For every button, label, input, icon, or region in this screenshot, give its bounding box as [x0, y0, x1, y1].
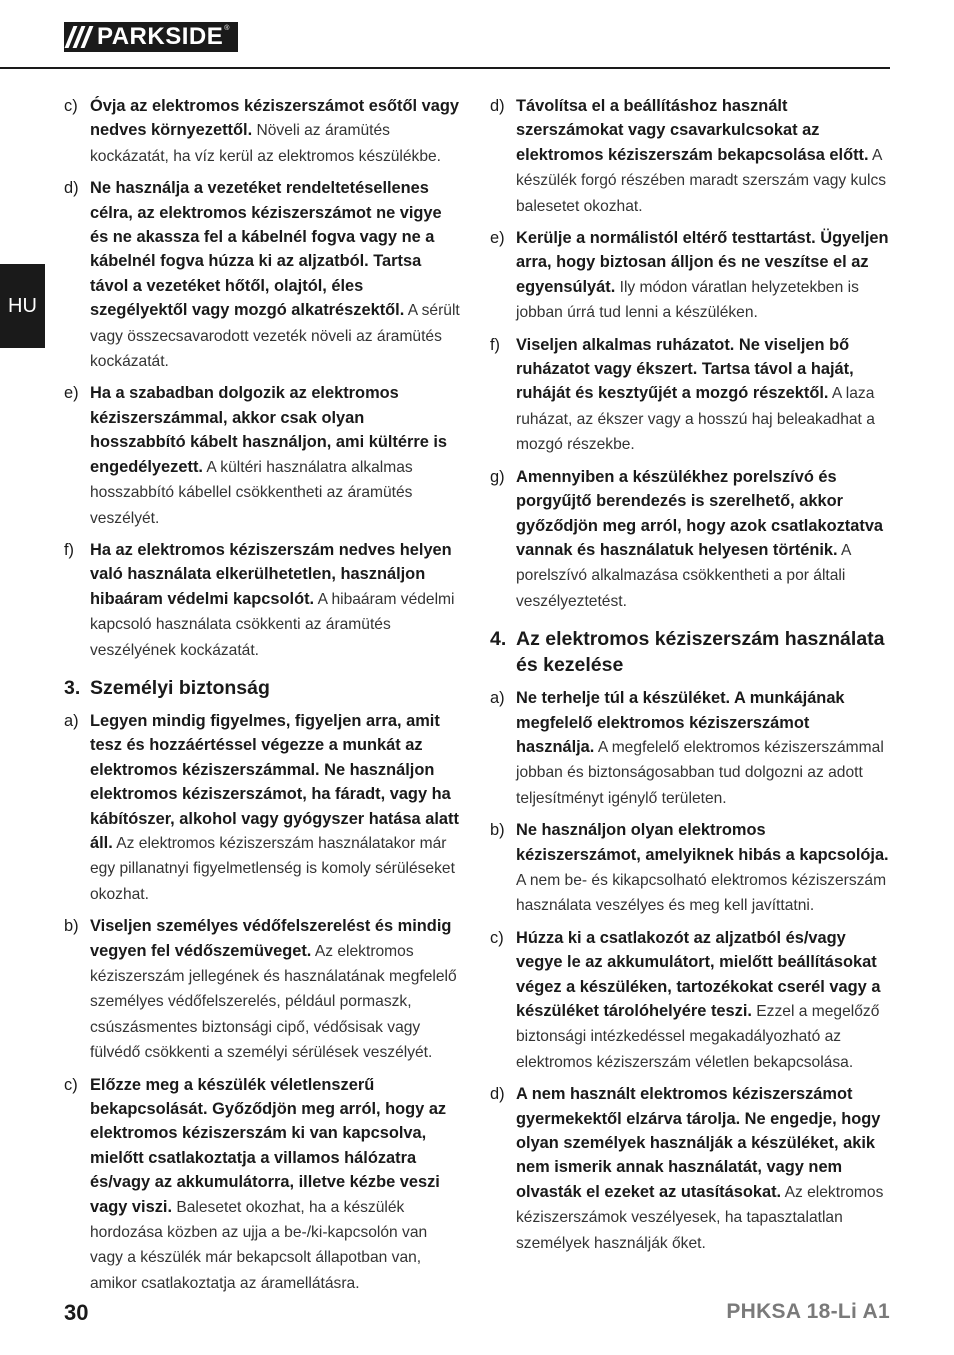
item-normal-text: Balesetet okozhat, ha a készülék hordozása közben az ujja a be-/ki-kapcsolón van vagy a készülék már bekapcsolt állapotban van, amikor csatlakoztatja az áramellátásra.: [90, 1198, 428, 1292]
language-tab: HU: [0, 264, 45, 348]
item-bold-text: Ne használjon olyan elektromos kéziszerszámot, amelyiknek hibás a kapcsolója.: [516, 821, 889, 864]
item-normal-text: Az elektromos kéziszerszám jellegének és használatának megfelelő személyes védőfelszerelés, például pormaszk, csúszásmentes biztonsági cipő, védősisak vagy fülvédő csökkenti a személyi sérülések veszélyét.: [90, 942, 457, 1062]
list-item: [490, 465, 890, 614]
item-bold-text: Ne használja a vezetéket rendeltetésellenes célra, az elektromos kéziszerszámot ne vigye és ne akassza fel a kábelnél fogva vagy ne a kábelnél fogva húzza ki az aljzatból. Tartsa távol a vezetéket hőtől, olajtól, éles szegélyektől vagy mozgó alkatrészektől.: [90, 179, 442, 320]
item-label: d): [490, 1085, 505, 1104]
list-item: [64, 176, 464, 374]
item-normal-text: Az elektromos kéziszerszámok veszélyesek, ha tapasztalatlan személyek használják őket.: [516, 1183, 884, 1252]
item-text: [90, 176, 464, 374]
item-bold-text: Ha a szabadban dolgozik az elektromos kéziszerszámmal, akkor csak olyan hosszabbító kábelt használjon, ami kültérre is engedélyezett.: [90, 384, 448, 476]
item-text: [90, 538, 464, 663]
item-normal-text: Növeli az áramütés kockázatát, ha víz kerül az elektromos készülékbe.: [90, 122, 442, 165]
item-label: c): [490, 928, 504, 947]
item-text: [516, 226, 890, 326]
item-normal-text: A készülék forgó részében maradt szerszám vagy kulcs balesetet okozhat.: [516, 146, 887, 215]
item-normal-text: Ezzel a megelőző biztonsági intézkedéssel megakadályozható az elektromos kéziszerszám véletlen bekapcsolása.: [516, 1003, 880, 1071]
item-normal-text: Az elektromos kéziszerszám használatakor már egy pillanatnyi figyelmetlenség is komoly sérüléseket okozhat.: [90, 834, 455, 903]
list-item: [490, 226, 890, 326]
item-normal-text: Ily módon váratlan helyzetekben is jobban úrrá tud lenni a készüléken.: [516, 278, 859, 322]
item-bold-text: Óvja az elektromos kéziszerszámot esőtől vagy nedves környezettől.: [90, 97, 459, 140]
section-title: Az elektromos kéziszerszám használata és kezelése: [516, 628, 885, 677]
list-item: [64, 381, 464, 530]
item-label: f): [64, 540, 75, 559]
section-number: 3.: [64, 676, 81, 699]
list-item: [490, 926, 890, 1075]
item-label: g): [490, 467, 505, 486]
item-bold-text: Előzze meg a készülék véletlenszerű bekapcsolását. Győződjön meg arról, hogy az elektromos kéziszerszám ki van kapcsolva, mielőtt csatlakoztatja a villamos hálózatra és/vagy az akkumulátorra, illetve kézbe veszi vagy viszi.: [90, 1075, 447, 1216]
list-item: [64, 538, 464, 663]
item-bold-text: Legyen mindig figyelmes, figyeljen arra, amit tesz és hozzáértéssel végezze a munkát az elektromos kéziszerszámmal. Ne használjon elektromos kéziszerszámot, ha fáradt, vagy ha kábítószer, alkohol vagy gyógyszer hatása alatt áll.: [90, 711, 459, 852]
item-bold-text: Távolítsa el a beállításhoz használt szerszámokat vagy csavarkulcsokat az elektromos kéziszerszám bekapcsolása előtt.: [516, 97, 869, 164]
item-bold-text: Ne terhelje túl a készüléket. A munkájának megfelelő elektromos kéziszerszámot használja.: [516, 689, 845, 756]
item-text: [90, 94, 464, 169]
item-bold-text: A nem használt elektromos kéziszerszámot gyermekektől elzárva tárolja. Ne engedje, hogy olyan személyek használják a készüléket, akik nem ismerik annak használatát, vagy nem olvasták el ezeket az utasításokat.: [516, 1085, 881, 1201]
item-normal-text: A laza ruházat, az ékszer vagy a hosszú haj beleakadhat a mozgó részekbe.: [516, 385, 875, 454]
item-text: [516, 818, 890, 919]
item-label: f): [490, 335, 501, 354]
section-title: Személyi biztonság: [90, 676, 270, 699]
item-normal-text: A kültéri használatra alkalmas hosszabbító kábellel csökkentheti az áramütés veszélyét.: [90, 458, 413, 527]
item-normal-text: A nem be- és kikapcsolható elektromos kéziszerszám használata veszélyes és meg kell javíttatni.: [516, 871, 887, 915]
list-item: [490, 1082, 890, 1256]
list-item: [64, 94, 464, 169]
item-normal-text: A sérült vagy összecsavarodott vezeték növeli az áramütés kockázatát.: [90, 302, 460, 371]
list-item: [490, 333, 890, 458]
item-normal-text: A porelszívó alkalmazása csökkentheti a por általi veszélyeztetést.: [516, 541, 851, 610]
list-item: [490, 94, 890, 219]
item-text: [516, 926, 890, 1075]
parkside-logo: [64, 22, 238, 52]
item-text: [516, 686, 890, 811]
list-item: [490, 818, 890, 919]
item-label: e): [490, 229, 505, 248]
item-label: c): [64, 1075, 78, 1094]
section-heading: [64, 675, 464, 701]
item-bold-text: Kerülje a normálistól eltérő testtartást. Ügyeljen arra, hogy biztosan álljon és ne veszítse el az egyensúlyát.: [516, 229, 889, 296]
item-text: [516, 1082, 890, 1256]
list-item: [490, 686, 890, 811]
header-rule: [0, 67, 890, 69]
item-text: [90, 914, 464, 1065]
item-label: b): [490, 821, 505, 840]
item-bold-text: Viseljen alkalmas ruházatot. Ne viseljen bő ruházatot vagy ékszert. Tartsa távol a haját, ruháját és kesztyűjét a mozgó részektől.: [516, 335, 854, 403]
item-text: [516, 465, 890, 614]
item-label: c): [64, 97, 78, 115]
item-label: d): [64, 179, 79, 198]
item-label: e): [64, 384, 79, 403]
section-number: 4.: [490, 628, 507, 651]
page-number: 30: [64, 1300, 89, 1325]
item-label: a): [490, 689, 505, 708]
item-normal-text: A hibaáram védelmi kapcsoló használata csökkenti az áramütés veszélyének kockázatát.: [90, 590, 455, 659]
list-item: [64, 1073, 464, 1297]
brand-name: PARKSIDE: [97, 23, 224, 50]
item-bold-text: Amennyiben a készülékhez porelszívó és porgyűjtő berendezés is szerelhető, akkor győződjön meg arról, hogy azok csatlakoztatva vannak és használatuk helyesen történik.: [516, 467, 884, 559]
item-bold-text: Ha az elektromos kéziszerszám nedves helyen való használata elkerülhetetlen, használjon hibaáram védelmi kapcsolót.: [90, 540, 452, 608]
section-heading: [490, 626, 890, 678]
item-text: [90, 1073, 464, 1297]
right-column: [490, 94, 890, 1263]
item-label: d): [490, 97, 505, 115]
list-item: [64, 709, 464, 907]
item-text: [516, 94, 890, 219]
list-item: [64, 914, 464, 1065]
item-label: a): [64, 711, 79, 730]
model-name: PHKSA 18-Li A1: [726, 1300, 890, 1323]
item-text: [516, 333, 890, 458]
item-normal-text: A megfelelő elektromos kéziszerszámmal jobban és biztonságosabban tud dolgozni az adott teljesítményt igénylő területen.: [516, 738, 884, 807]
logo-stripes-icon: [64, 22, 93, 52]
item-text: [90, 709, 464, 907]
item-label: b): [64, 917, 79, 936]
registered-mark: ®: [224, 25, 230, 32]
left-column: [64, 94, 464, 1303]
item-bold-text: Viseljen személyes védőfelszerelést és mindig vegyen fel védőszemüveget.: [90, 917, 452, 960]
item-text: [90, 381, 464, 530]
item-bold-text: Húzza ki a csatlakozót az aljzatból és/vagy vegye le az akkumulátort, mielőtt beállításokat végez a készüléken, tartozékokat cserél vagy a készüléket tárolóhelyére teszi.: [516, 928, 881, 1020]
